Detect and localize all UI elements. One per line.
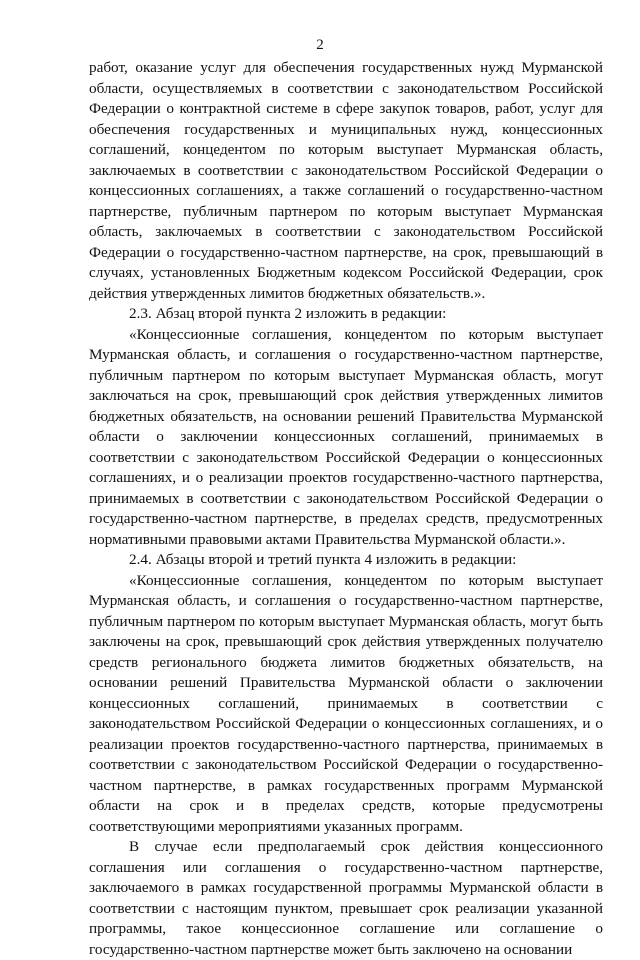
- paragraph-continuation: работ, оказание услуг для обеспечения государственных нужд Мурманской области, осуществляемых в соответствии с законодательством Российской Федерации о контрактной системе в сфере закупок товаров, работ, услуг для обеспечения государственных и муниципальных нужд, концессионных соглашений, концедентом по которым выступает Мурманская область, заключаемых в соответствии с законодательством Российской Федерации о концессионных соглашениях, а также соглашений о государственно-частном партнерстве, публичным партнером по которым выступает Мурманская область, заключаемых в соответствии с законодательством Российской Федерации о государственно-частном партнерстве, на срок, превышающий в случаях, установленных Бюджетным кодексом Российской Федерации, срок действия утвержденных лимитов бюджетных обязательств.».: [89, 59, 603, 302]
- paragraph-clause-2-3-text: «Концессионные соглашения, концедентом по которым выступает Мурманская область, и соглашения о государственно-частном партнерстве, публичным партнером по которым выступает Мурманская область, могут заключаться на срок, превышающий срок действия утвержденных лимитов бюджетных обязательств, на основании решений Правительства Мурманской области о заключении концессионных соглашений, принимаемых в соответствии с законодательством Российской Федерации о концессионных соглашениях, и о реализации проектов государственно-частного партнерства, принимаемых в соответствии с законодательством Российской Федерации о государственно-частном партнерстве, в пределах средств, предусмотренных нормативными правовыми актами Правительства Мурманской области.».: [89, 325, 603, 548]
- paragraph-clause-2-4: 2.4. Абзацы второй и третий пункта 4 изложить в редакции:: [129, 551, 517, 568]
- paragraph-clause-2-3: 2.3. Абзац второй пункта 2 изложить в редакции:: [129, 305, 447, 322]
- paragraph-clause-2-4-text: «Концессионные соглашения, концедентом по которым выступает Мурманская область, и соглашения о государственно-частном партнерстве, публичным партнером по которым выступает Мурманская область, могут быть заключены на срок, превышающий срок действия утвержденных получателю средств регионального бюджета лимитов бюджетных обязательств, на основании решений Правительства Мурманской области о заключении концессионных соглашений, принимаемых в соответствии с законодательством Российской Федерации о концессионных соглашениях, и о реализации проектов государственно-частного партнерства, принимаемых в соответствии с законодательством Российской Федерации о государственно-частном партнерстве, в рамках государственных программ Мурманской области на срок и в пределах средств, которые предусмотрены соответствующими мероприятиями указанных программ.: [89, 571, 603, 835]
- paragraph-clause-2-4-text-2: В случае если предполагаемый срок действия концессионного соглашения или соглашения о государственно-частном партнерстве, заключаемого в рамках государственной программы Мурманской области в соответствии с настоящим пунктом, превышает срок реализации указанной программы, такое концессионное соглашение или соглашение о государственно-частном партнерстве может быть заключено на основании: [89, 838, 603, 958]
- page-number: 2: [316, 37, 324, 53]
- document-body: [89, 58, 603, 960]
